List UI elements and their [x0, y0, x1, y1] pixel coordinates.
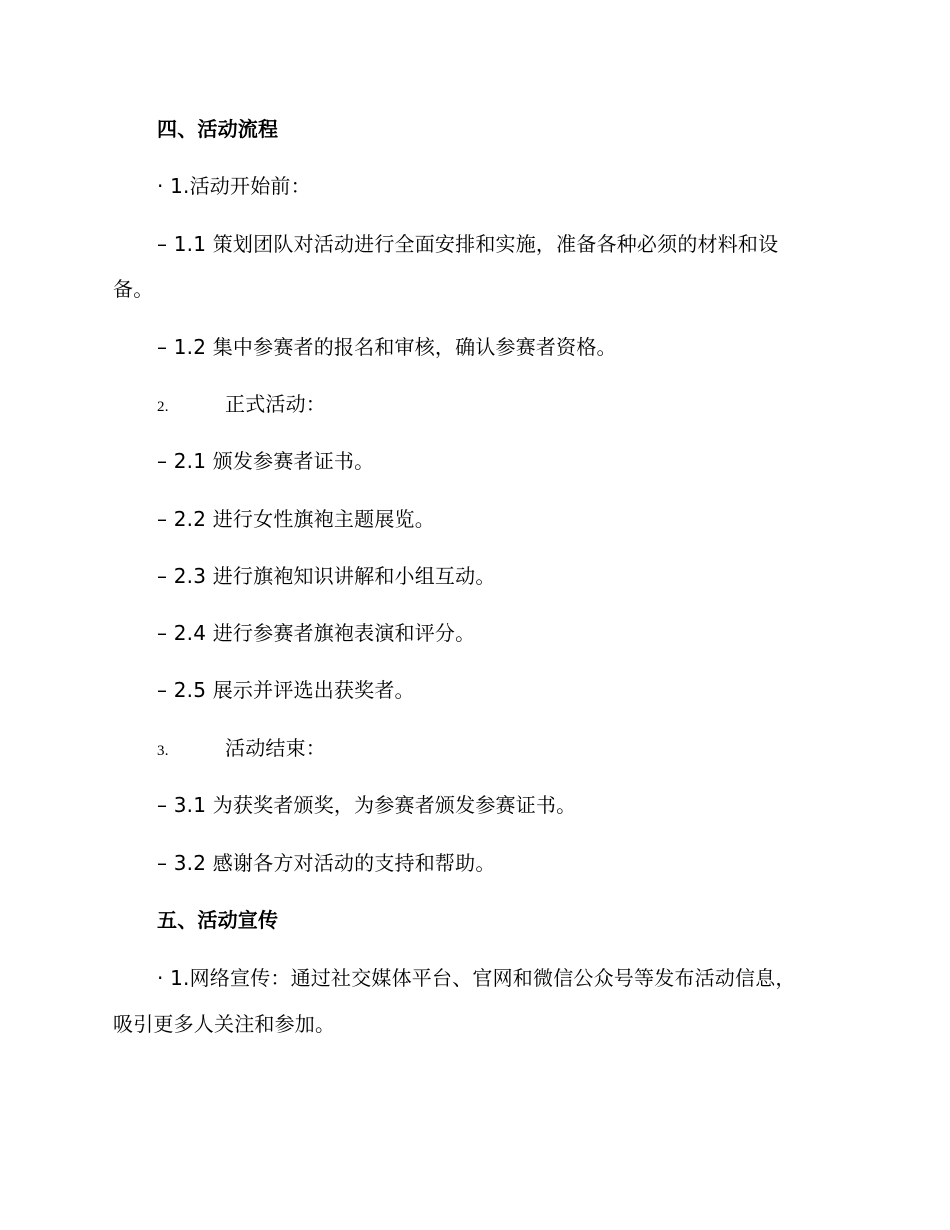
process-step-2-2: – 2.2 进行女性旗袍主题展览。	[157, 507, 435, 531]
process-step-2-number: 2.	[157, 399, 169, 415]
process-step-3-number: 3.	[157, 743, 169, 759]
promotion-item-1-line-2: 吸引更多人关注和参加。	[113, 1012, 336, 1036]
process-step-2-3: – 2.3 进行旗袍知识讲解和小组互动。	[157, 564, 496, 588]
section-heading-promotion: 五、活动宣传	[157, 908, 279, 932]
process-step-1-title: · 1.活动开始前：	[157, 174, 311, 198]
process-step-1-2: – 1.2 集中参赛者的报名和审核，确认参赛者资格。	[157, 335, 617, 359]
process-step-3-title: 活动结束：	[225, 736, 326, 760]
process-step-2-title: 正式活动：	[225, 392, 326, 416]
process-step-2-1: – 2.1 颁发参赛者证书。	[157, 449, 375, 473]
promotion-item-1-line-1: · 1.网络宣传：通过社交媒体平台、官网和微信公众号等发布活动信息，	[157, 966, 796, 990]
process-step-2-title-row	[157, 390, 326, 421]
process-step-1-1-line-2: 备。	[113, 277, 154, 301]
process-step-2-4: – 2.4 进行参赛者旗袍表演和评分。	[157, 621, 476, 645]
process-step-2-5: – 2.5 展示并评选出获奖者。	[157, 678, 415, 702]
process-step-3-title-row	[157, 734, 326, 765]
process-step-3-2: – 3.2 感谢各方对活动的支持和帮助。	[157, 851, 496, 875]
process-step-3-1: – 3.1 为获奖者颁奖，为参赛者颁发参赛证书。	[157, 793, 577, 817]
process-step-1-1-line-1: – 1.1 策划团队对活动进行全面安排和实施，准备各种必须的材料和设	[157, 232, 779, 256]
section-heading-process: 四、活动流程	[157, 117, 279, 141]
